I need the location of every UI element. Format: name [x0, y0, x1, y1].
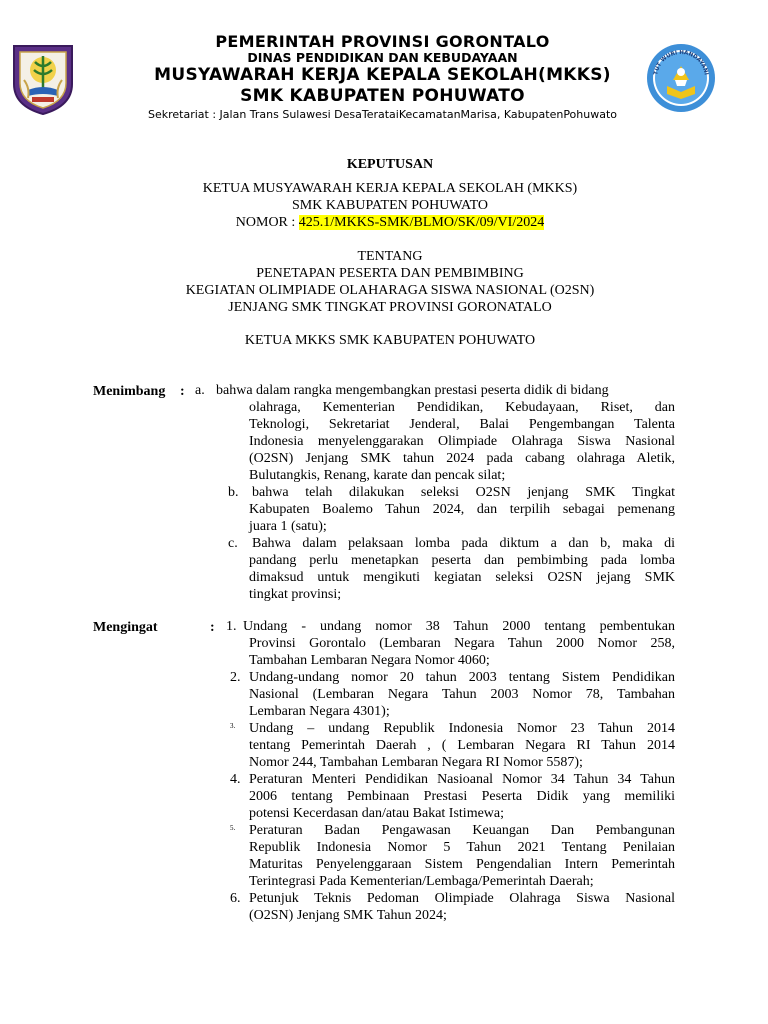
letterhead: [100, 32, 665, 122]
menimbang-item-a-line-4: Indonesia menyelenggarakan Olimpiade Olahraga Siswa Nasional: [249, 434, 675, 449]
mengingat-item-5-line-1: Peraturan Badan Pengawasan Keuangan Dan Pembangunan: [249, 823, 675, 838]
mengingat-item-3-line-3: Nomor 244, Tambahan Lembaran Negara RI Nomor 5587);: [249, 755, 583, 770]
menimbang-item-a-line-6: Bulutangkis, Renang, karate dan pencak silat;: [249, 468, 506, 483]
signatory-heading: [80, 332, 700, 349]
mengingat-item-4-line-2: 2006 tentang Pembinaan Prestasi Peserta Didik yang memiliki: [249, 789, 675, 804]
decision-number-line: [80, 214, 700, 231]
mengingat-marker-1: 1.: [226, 619, 237, 634]
mengingat-item-5-line-2: Republik Indonesia Nomor 5 Tahun 2021 Tentang Penilaian: [249, 840, 675, 855]
mengingat-colon: :: [210, 620, 215, 635]
menimbang-item-c-line-2: pandang perlu menetapkan peserta dan pembimbing pada lomba: [249, 553, 675, 568]
subject-line-2: KEGIATAN OLIMPIADE OLAHARAGA SISWA NASIONAL (O2SN): [185, 283, 595, 298]
mengingat-marker-6: 6.: [230, 891, 241, 906]
menimbang-item-a-line-5: (O2SN) Jenjang SMK tahun 2024 pada cabang olahraga Aletik,: [249, 451, 675, 466]
mengingat-item-3-line-2: tentang Pemerintah Daerah , ( Lembaran Negara RI Tahun 2014: [249, 738, 675, 753]
letterhead-government: PEMERINTAH PROVINSI GORONTALO: [215, 32, 550, 51]
decision-number-value: 425.1/MKKS-SMK/BLMO/SK/09/VI/2024: [298, 215, 545, 230]
decision-number-label: NOMOR :: [235, 215, 299, 230]
keputusan-title: KEPUTUSAN: [346, 157, 434, 172]
letterhead-address: Sekretariat : Jalan Trans Sulawesi DesaTerataiKecamatanMarisa, KabupatenPohuwato: [147, 108, 618, 121]
tentang-label: TENTANG: [357, 249, 423, 264]
mengingat-item-5-line-4: Terintegrasi Pada Kementerian/Lembaga/Pemerintah Daerah;: [249, 874, 594, 889]
tut-wuri-handayani-logo-icon: [645, 42, 717, 114]
menimbang-item-c-line-3: dimaksud untuk mengikuti kegiatan seleksi O2SN jejang SMK: [249, 570, 675, 585]
menimbang-item-c-line-1: Bahwa dalam pelaksaan lomba pada diktum a dan b, maka di: [252, 536, 675, 551]
mengingat-item-2-line-1: Undang-undang nomor 20 tahun 2003 tentang Sistem Pendidikan: [249, 670, 675, 685]
menimbang-item-a-line-2: olahraga, Kementerian Pendidikan, Kebudayaan, Riset, dan: [249, 400, 675, 415]
mengingat-marker-5: 5.: [230, 824, 236, 832]
mengingat-item-1-line-3: Tambahan Lembaran Negara Nomor 4060;: [249, 653, 490, 668]
mengingat-marker-2: 2.: [230, 670, 241, 685]
subject-line-1: PENETAPAN PESERTA DAN PEMBIMBING: [256, 266, 524, 281]
menimbang-colon: :: [180, 384, 185, 399]
gorontalo-emblem-icon: [10, 40, 76, 116]
letterhead-organization: MUSYAWARAH KERJA KEPALA SEKOLAH(MKKS): [154, 65, 611, 85]
menimbang-item-a-line-1: bahwa dalam rangka mengembangkan prestasi peserta didik di bidang: [216, 383, 609, 398]
menimbang-item-c-line-4: tingkat provinsi;: [249, 587, 342, 602]
mengingat-item-4-line-1: Peraturan Menteri Pendidikan Nasioanal Nomor 34 Tahun 34 Tahun: [249, 772, 675, 787]
issuer-line: KETUA MUSYAWARAH KERJA KEPALA SEKOLAH (MKKS): [202, 181, 578, 196]
logo-motto-text: TUT WURI HANDAYANI: [653, 49, 709, 76]
mengingat-marker-3: 3.: [230, 722, 236, 730]
menimbang-marker-b: b.: [228, 485, 239, 500]
menimbang-marker-a: a.: [195, 383, 205, 398]
mengingat-item-5-line-3: Maturitas Penyelenggaraan Sistem Pengendalian Intern Pemerintah: [249, 857, 675, 872]
mengingat-item-1-line-1: Undang - undang nomor 38 Tahun 2000 tentang pembentukan: [243, 619, 675, 634]
menimbang-item-b-line-1: bahwa telah dilakukan seleksi O2SN jenjang SMK Tingkat: [252, 485, 675, 500]
mengingat-label: Mengingat: [93, 620, 158, 635]
mengingat-item-6-line-1: Petunjuk Teknis Pedoman Olimpiade Olahraga Siswa Nasional: [249, 891, 675, 906]
letterhead-department: DINAS PENDIDIKAN DAN KEBUDAYAAN: [247, 50, 518, 65]
subject-block: [80, 248, 700, 316]
menimbang-item-b-line-2: Kabupaten Boalemo Tahun 2024, dan terpilih sebagai pemenang: [249, 502, 675, 517]
mengingat-item-6-line-2: (O2SN) Jenjang SMK Tahun 2024;: [249, 908, 447, 923]
ketua-mkks-line: KETUA MKKS SMK KABUPATEN POHUWATO: [244, 333, 536, 348]
issuer-school-line: SMK KABUPATEN POHUWATO: [291, 198, 489, 213]
mengingat-item-3-line-1: Undang – undang Republik Indonesia Nomor 23 Tahun 2014: [249, 721, 675, 736]
decision-heading: [80, 156, 700, 173]
mengingat-item-4-line-3: potensi Kecerdasan dan/atau Bakat Istimewa;: [249, 806, 505, 821]
menimbang-item-b-line-3: juara 1 (satu);: [249, 519, 327, 534]
mengingat-item-2-line-3: Lembaran Negara 4301);: [249, 704, 390, 719]
issuer-block: [80, 180, 700, 231]
mengingat-item-2-line-2: Nasional (Lembaran Negara Tahun 2003 Nomor 78, Tambahan: [249, 687, 675, 702]
mengingat-item-1-line-2: Provinsi Gorontalo (Lembaran Negara Tahun 2000 Nomor 258,: [249, 636, 675, 651]
menimbang-label: Menimbang: [93, 384, 166, 399]
menimbang-marker-c: c.: [228, 536, 238, 551]
menimbang-item-a-line-3: Teknologi, Sekretariat Jenderal, Balai Pengembangan Talenta: [249, 417, 675, 432]
subject-line-3: JENJANG SMK TINGKAT PROVINSI GORONATALO: [228, 300, 552, 315]
letterhead-school-level: SMK KABUPATEN POHUWATO: [240, 86, 525, 106]
mengingat-marker-4: 4.: [230, 772, 241, 787]
